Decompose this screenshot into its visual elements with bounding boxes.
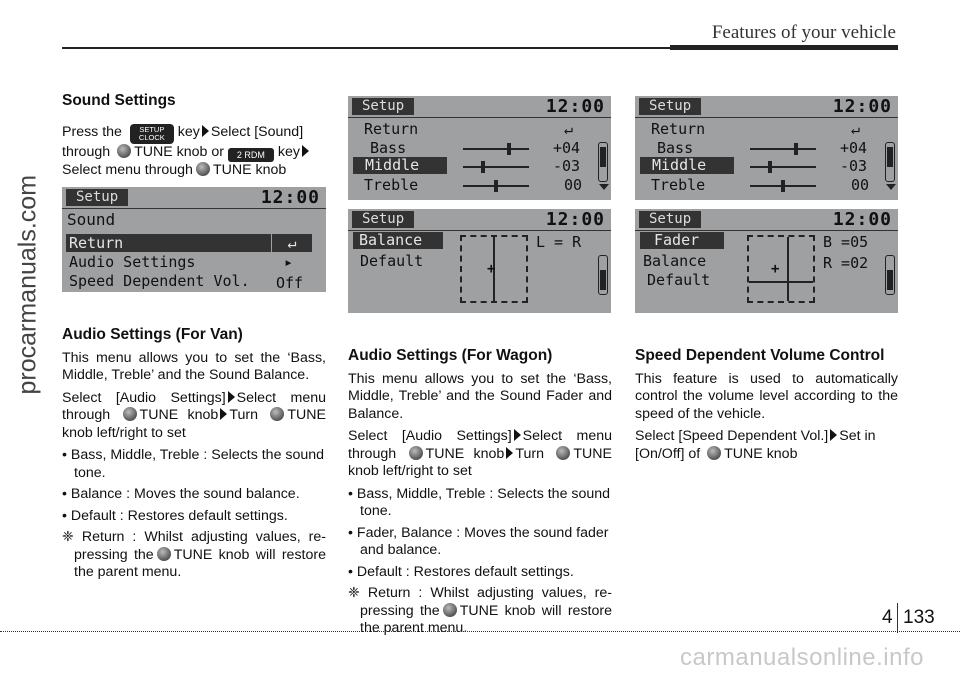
bass-slider[interactable] bbox=[463, 148, 529, 150]
sound-settings-section bbox=[62, 92, 326, 184]
screen-clock: 12:00 bbox=[260, 187, 320, 208]
middle-value: -03 bbox=[840, 157, 868, 175]
scrollbar[interactable] bbox=[598, 255, 608, 295]
menu-item-speed-dependent-vol[interactable]: Speed Dependent Vol. bbox=[69, 272, 250, 290]
bullet-item: • Bass, Middle, Treble : Selects the sound tone. bbox=[62, 447, 325, 481]
menu-item-default[interactable]: Default bbox=[647, 271, 711, 289]
fader-grid: + bbox=[747, 235, 815, 303]
speed-vol-value: Off bbox=[276, 274, 304, 292]
balance-readout: L = R bbox=[536, 233, 582, 251]
scrollbar[interactable] bbox=[885, 255, 895, 295]
arrow-icon bbox=[514, 429, 521, 441]
arrow-icon bbox=[302, 145, 309, 157]
side-watermark: procarmanuals.com bbox=[13, 174, 42, 395]
bullet-item: • Default : Restores default settings. bbox=[348, 563, 574, 580]
scrollbar[interactable] bbox=[598, 142, 608, 182]
rdm-key: 2 RDM bbox=[228, 148, 274, 162]
fader-screen bbox=[635, 209, 898, 313]
return-icon: ↵ bbox=[272, 234, 312, 252]
audio-van-section bbox=[62, 326, 326, 587]
tune-knob-icon bbox=[409, 446, 423, 460]
menu-item-bass[interactable]: Bass bbox=[370, 139, 407, 157]
menu-item-balance[interactable]: Balance bbox=[353, 232, 443, 249]
submenu-arrow-icon: ▸ bbox=[284, 253, 294, 271]
header-rule bbox=[62, 47, 670, 49]
return-icon: ↵ bbox=[564, 120, 574, 138]
audio-wagon-intro: This menu allows you to set the ‘Bass, Middle, Treble’ and the Sound Fader and Balance. bbox=[348, 370, 612, 422]
screen-tab: Setup bbox=[352, 211, 414, 228]
menu-item-middle[interactable]: Middle bbox=[353, 157, 447, 174]
tune-knob-icon bbox=[123, 407, 137, 421]
return-icon: ↵ bbox=[851, 120, 861, 138]
screen-clock: 12:00 bbox=[545, 96, 605, 117]
balance-screen bbox=[348, 209, 611, 313]
screen-clock: 12:00 bbox=[545, 209, 605, 230]
audio-van-intro: This menu allows you to set the ‘Bass, Middle, Treble’ and the Sound Balance. bbox=[62, 349, 326, 383]
scroll-down-icon bbox=[599, 184, 609, 190]
audio-van-steps: Select [Audio Settings] Select menu through TUNE knob Turn TUNE knob left/right to set bbox=[62, 389, 326, 441]
menu-item-fader[interactable]: Fader bbox=[640, 232, 724, 249]
tune-knob-icon bbox=[707, 446, 721, 460]
screen-tab: Setup bbox=[66, 189, 128, 206]
speed-volume-intro: This feature is used to automatically control the volume level according to the speed of the vehicle. bbox=[635, 370, 898, 422]
tone-screen-van bbox=[348, 96, 611, 200]
menu-item-bass[interactable]: Bass bbox=[657, 139, 694, 157]
treble-slider[interactable] bbox=[463, 185, 529, 187]
return-note: ❈ Return : Whilst adjusting values, re-pressing the TUNE knob will restore the parent menu. bbox=[348, 585, 612, 636]
chapter-number: 4 bbox=[882, 607, 893, 628]
tune-knob-icon bbox=[270, 407, 284, 421]
header-bar bbox=[670, 45, 898, 50]
balance-grid: + bbox=[460, 235, 528, 303]
fader-readout-r: R =02 bbox=[823, 254, 869, 272]
chapter-title: Features of your vehicle bbox=[711, 22, 896, 43]
sound-settings-instructions: Press the SETUP CLOCK key Select [Sound] through TUNE knob or 2 RDM key Select menu through TUNE knob bbox=[62, 124, 326, 179]
tune-knob-icon bbox=[117, 144, 131, 158]
bass-value: +04 bbox=[553, 139, 581, 157]
fader-readout-b: B =05 bbox=[823, 233, 869, 251]
setup-clock-key: SETUP CLOCK bbox=[130, 124, 174, 144]
footer-watermark: carmanualsonline.info bbox=[680, 644, 924, 671]
arrow-icon bbox=[220, 408, 227, 420]
treble-value: 00 bbox=[851, 176, 870, 194]
tune-knob-icon bbox=[556, 446, 570, 460]
menu-item-balance[interactable]: Balance bbox=[643, 252, 707, 270]
menu-item-treble[interactable]: Treble bbox=[651, 176, 706, 194]
tune-knob-icon bbox=[443, 603, 457, 617]
speed-volume-section bbox=[635, 347, 898, 468]
treble-value: 00 bbox=[564, 176, 583, 194]
tune-knob-icon bbox=[196, 162, 210, 176]
menu-item-default[interactable]: Default bbox=[360, 252, 424, 270]
tune-knob-icon bbox=[157, 547, 171, 561]
menu-item-return[interactable]: Return bbox=[364, 120, 419, 138]
speed-volume-heading: Speed Dependent Volume Control bbox=[635, 347, 885, 364]
speed-volume-steps: Select [Speed Dependent Vol.] Set in [On/Off] of TUNE knob bbox=[635, 428, 876, 462]
screen-tab: Setup bbox=[352, 98, 414, 115]
sound-menu-screen bbox=[62, 187, 326, 292]
return-note: ❈ Return : Whilst adjusting values, re-pressing the TUNE knob will restore the parent menu. bbox=[62, 529, 326, 580]
bullet-item: • Default : Restores default settings. bbox=[62, 507, 288, 524]
middle-value: -03 bbox=[553, 157, 581, 175]
scrollbar[interactable] bbox=[885, 142, 895, 182]
menu-item-return[interactable]: Return bbox=[66, 234, 271, 252]
page-number: 133 bbox=[903, 607, 935, 628]
tone-screen-wagon bbox=[635, 96, 898, 200]
arrow-icon bbox=[830, 429, 837, 441]
screen-tab: Setup bbox=[639, 211, 701, 228]
arrow-icon bbox=[228, 391, 235, 403]
middle-slider[interactable] bbox=[463, 166, 529, 168]
sound-settings-heading: Sound Settings bbox=[62, 92, 176, 109]
middle-slider[interactable] bbox=[750, 166, 816, 168]
bullet-item: • Bass, Middle, Treble : Selects the sound tone. bbox=[348, 485, 611, 519]
page-divider bbox=[897, 603, 898, 633]
audio-wagon-steps: Select [Audio Settings] Select menu through TUNE knob Turn TUNE knob left/right to set bbox=[348, 428, 612, 479]
sound-title: Sound bbox=[67, 210, 116, 229]
treble-slider[interactable] bbox=[750, 185, 816, 187]
arrow-icon bbox=[506, 447, 513, 459]
footer-rule bbox=[0, 631, 960, 632]
screen-clock: 12:00 bbox=[832, 209, 892, 230]
menu-item-return[interactable]: Return bbox=[651, 120, 706, 138]
audio-wagon-section bbox=[348, 347, 612, 643]
bullet-item: • Fader, Balance : Moves the sound fader and balance. bbox=[348, 524, 609, 558]
menu-item-middle[interactable]: Middle bbox=[640, 157, 734, 174]
bass-value: +04 bbox=[840, 139, 868, 157]
bullet-item: • Balance : Moves the sound balance. bbox=[62, 486, 300, 502]
scroll-down-icon bbox=[886, 184, 896, 190]
menu-item-treble[interactable]: Treble bbox=[364, 176, 419, 194]
audio-van-heading: Audio Settings (For Van) bbox=[62, 326, 243, 343]
screen-tab: Setup bbox=[639, 98, 701, 115]
menu-item-audio-settings[interactable]: Audio Settings bbox=[69, 253, 196, 271]
arrow-icon bbox=[202, 125, 209, 137]
screen-clock: 12:00 bbox=[832, 96, 892, 117]
bass-slider[interactable] bbox=[750, 148, 816, 150]
audio-wagon-heading: Audio Settings (For Wagon) bbox=[348, 347, 553, 364]
